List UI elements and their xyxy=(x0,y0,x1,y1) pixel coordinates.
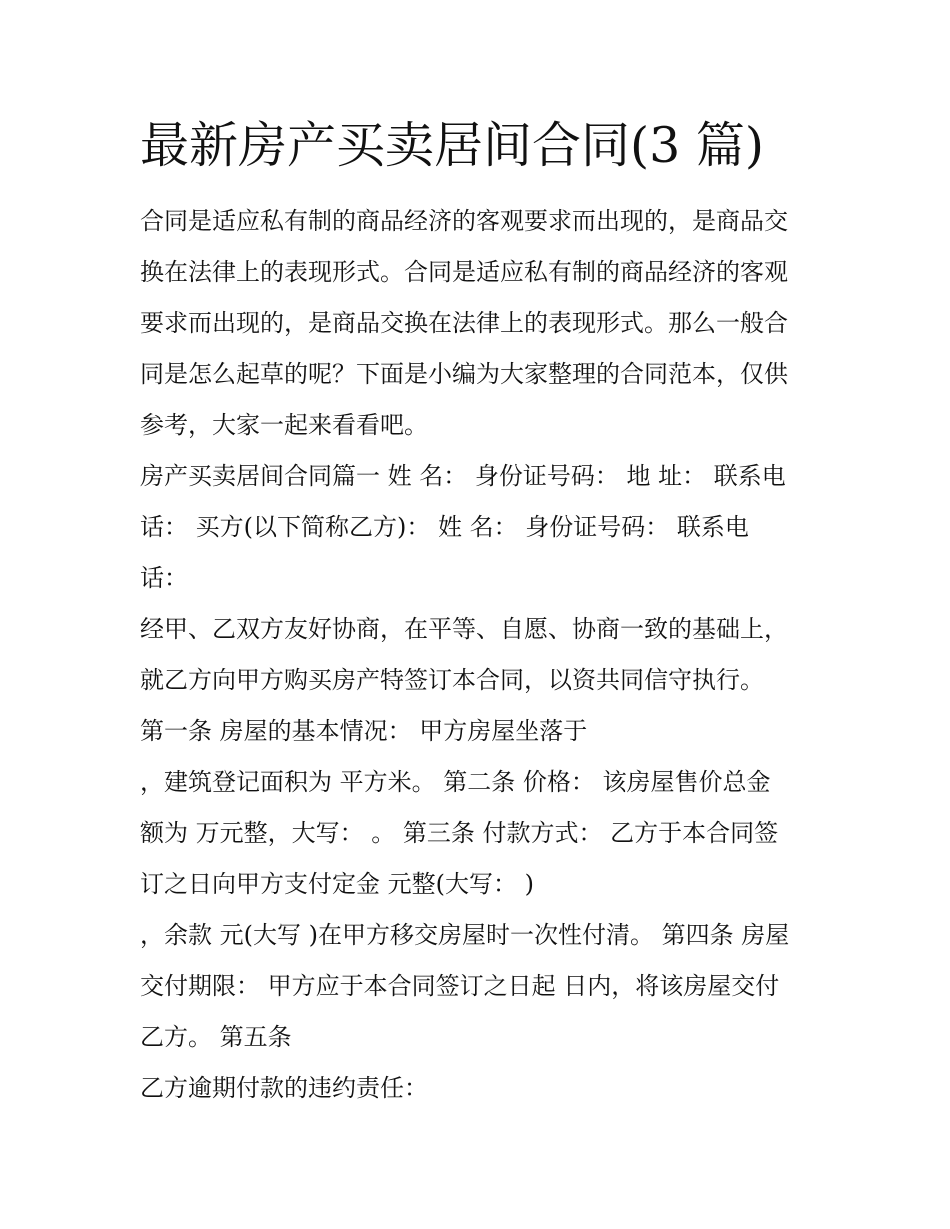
body-line: 额为 万元整，大写： 。 第三条 付款方式： 乙方于本合同签 xyxy=(140,819,779,847)
body-line: 话： xyxy=(140,564,188,592)
body-line: 第一条 房屋的基本情况： 甲方房屋坐落于 xyxy=(140,717,588,745)
document-title: 最新房产买卖居间合同(3 篇) xyxy=(140,117,764,174)
body-line: 就乙方向甲方购买房产特签订本合同，以资共同信守执行。 xyxy=(140,666,764,694)
body-line: ，建筑登记面积为 平方米。 第二条 价格： 该房屋售价总金 xyxy=(140,768,771,796)
body-line: 合同是适应私有制的商品经济的客观要求而出现的，是商品交 xyxy=(140,207,788,235)
document-body xyxy=(140,196,820,1114)
body-line: 交付期限： 甲方应于本合同签订之日起 日内，将该房屋交付 xyxy=(140,972,780,1000)
body-line: 房产买卖居间合同篇一 姓 名： 身份证号码： 地 址： 联系电 xyxy=(140,462,786,490)
body-line: 要求而出现的，是商品交换在法律上的表现形式。那么一般合 xyxy=(140,309,788,337)
body-line: ，余款 元(大写 )在甲方移交房屋时一次性付清。 第四条 房屋 xyxy=(140,921,790,949)
body-line: 话： 买方(以下简称乙方)： 姓 名： 身份证号码： 联系电 xyxy=(140,513,749,541)
body-line: 乙方。 第五条 xyxy=(140,1023,292,1051)
body-line: 订之日向甲方支付定金 元整(大写： ) xyxy=(140,870,534,898)
body-line: 经甲、乙双方友好协商，在平等、自愿、协商一致的基础上， xyxy=(140,615,788,643)
body-line: 换在法律上的表现形式。合同是适应私有制的商品经济的客观 xyxy=(140,258,788,286)
body-line: 乙方逾期付款的违约责任： xyxy=(140,1074,428,1102)
body-line: 参考，大家一起来看看吧。 xyxy=(140,411,428,439)
body-line: 同是怎么起草的呢？下面是小编为大家整理的合同范本，仅供 xyxy=(140,360,788,388)
